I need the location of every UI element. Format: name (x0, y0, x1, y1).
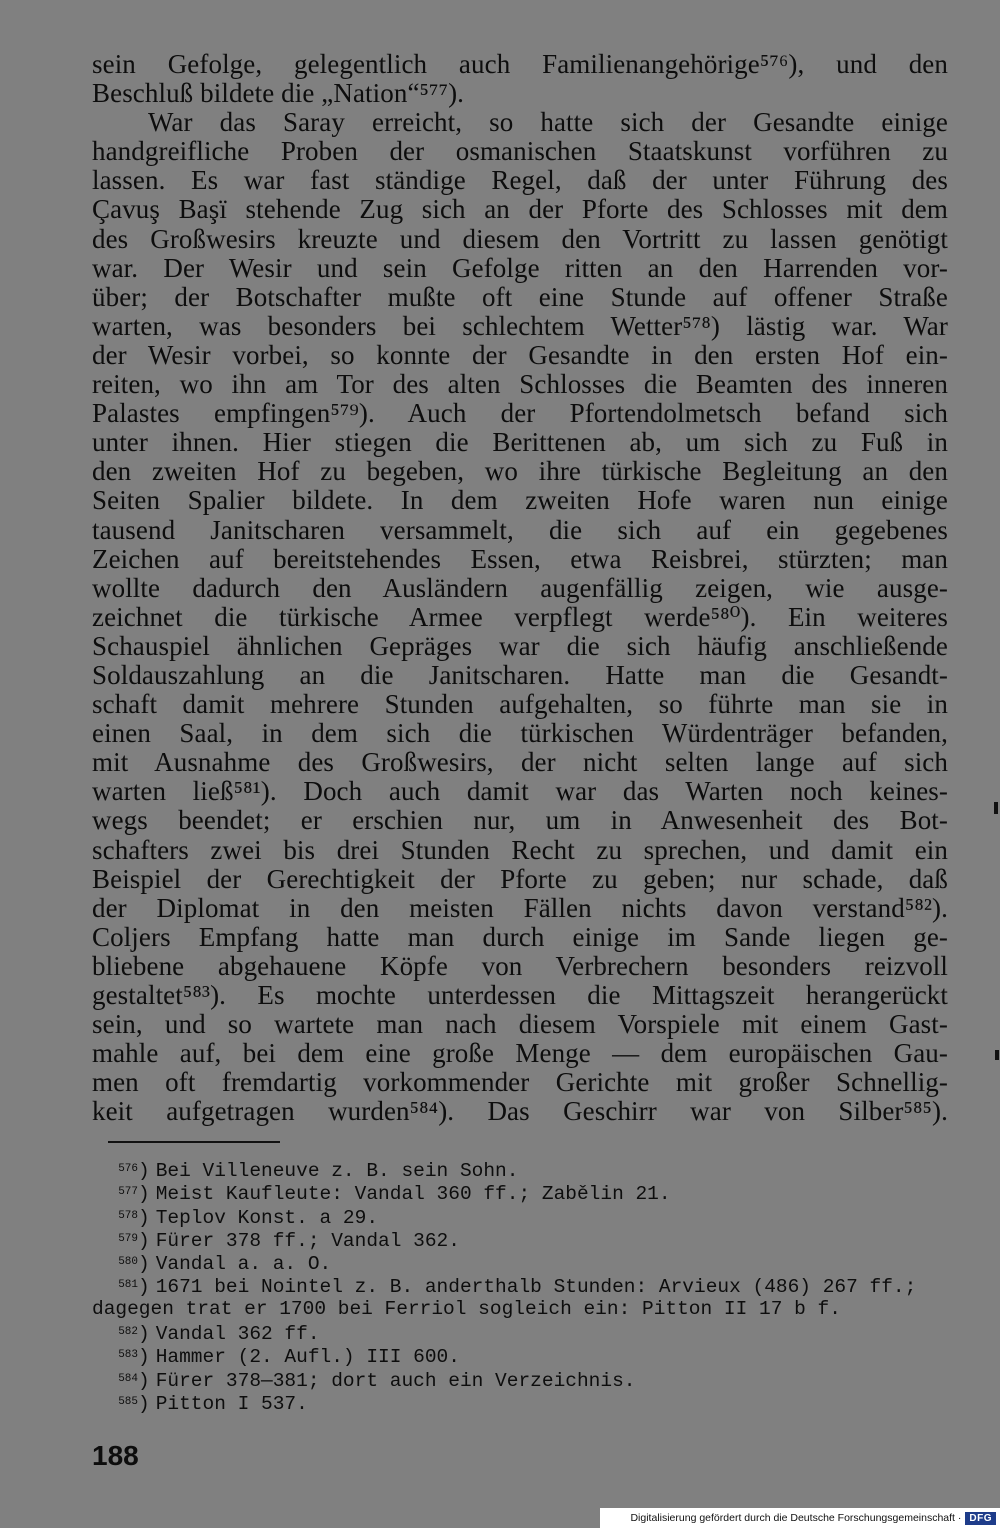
text-line: schafters zwei bis drei Stunden Recht zu sprechen, und damit ein (92, 834, 948, 865)
text-line: Çavuş Başï stehende Zug sich an der Pforte des Schlosses mit dem (92, 194, 948, 225)
main-text-block (92, 50, 948, 1126)
text-line: den zweiten Hof zu begeben, wo ihre türkische Begleitung an den (92, 456, 948, 487)
text-line: warten ließ⁵⁸¹). Doch auch damit war das Warten noch keines- (92, 776, 948, 807)
footnote-separator (108, 1141, 280, 1143)
text-line: bliebene abgehauene Köpfe von Verbrechern besonders reizvoll (92, 950, 948, 981)
text-line: sein, und so wartete man nach diesem Vorspiele mit einem Gast- (92, 1009, 948, 1040)
digitization-credit-bar (600, 1508, 1000, 1528)
text-line: mahle auf, bei dem eine große Menge — dem europäischen Gau- (92, 1038, 948, 1069)
text-line: men oft fremdartig vorkommender Gerichte mit großer Schnellig- (92, 1067, 948, 1098)
footnote-text: Meist Kaufleute: Vandal 360 ff.; Zabělin 21. (155, 1183, 671, 1206)
footnote-number: 583 (118, 1349, 138, 1362)
text-line: Seiten Spalier bildete. In dem zweiten Hofe waren nun einige (92, 485, 948, 516)
footnote-number: 582 (118, 1326, 138, 1339)
text-line: des Großwesirs kreuzte und diesem den Vortritt zu lassen genötigt (92, 223, 948, 254)
text-line: war. Der Wesir und sein Gefolge ritten an den Harrenden vor- (92, 252, 948, 283)
footnote-text: Pitton I 537. (155, 1392, 308, 1415)
footnote-text: dagegen trat er 1700 bei Ferriol sogleich ein: Pitton II 17 b f. (92, 1297, 841, 1320)
text-line: Schauspiel ähnlichen Gepräges war die sich häufig anschließende (92, 630, 948, 661)
footnote-number: 577 (118, 1186, 138, 1199)
footnote: 579) Fürer 378 ff.; Vandal 362. (92, 1228, 952, 1251)
text-line: Palastes empfingen⁵⁷⁹). Auch der Pfortendolmetsch befand sich (92, 398, 948, 429)
margin-mark (995, 1050, 999, 1060)
text-line: sein Gefolge, gelegentlich auch Familienangehörige⁵⁷⁶), und den (92, 49, 948, 79)
text-line: wollte dadurch den Ausländern augenfällig zeigen, wie ausge- (92, 572, 948, 603)
footnote-number: 579 (118, 1232, 138, 1245)
footnote-text: Fürer 378—381; dort auch ein Verzeichnis. (155, 1369, 636, 1392)
text-line: lassen. Es war fast ständige Regel, daß der unter Führung des (92, 165, 948, 196)
footnote-number: 580 (118, 1256, 138, 1269)
text-line: reiten, wo ihn am Tor des alten Schlosses die Beamten des inneren (92, 369, 948, 400)
footnote-number: 576 (118, 1163, 138, 1175)
footnote-text: Hammer (2. Aufl.) III 600. (155, 1346, 460, 1369)
dfg-logo: DFG (965, 1512, 996, 1525)
text-line: zeichnet die türkische Armee verpflegt werde⁵⁸⁰). Ein weiteres (92, 601, 948, 632)
text-line: der Wesir vorbei, so konnte der Gesandte in den ersten Hof ein- (92, 339, 948, 370)
text-line: einen Saal, in dem sich die türkischen Würdenträger befanden, (92, 718, 948, 749)
footnote-number: 584 (118, 1372, 138, 1385)
text-line: Beschluß bildete die „Nation“⁵⁷⁷). (92, 78, 465, 109)
text-line: mit Ausnahme des Großwesirs, der nicht selten lange auf sich (92, 747, 948, 778)
text-line: unter ihnen. Hier stiegen die Berittenen ab, um sich zu Fuß in (92, 427, 948, 458)
credit-text: Digitalisierung gefördert durch die Deutsche Forschungsgemeinschaft · (630, 1512, 962, 1524)
footnote-text: Vandal 362 ff. (155, 1323, 320, 1346)
text-line: War das Saray erreicht, so hatte sich der Gesandte einige (148, 107, 948, 138)
text-line: Zeichen auf bereitstehendes Essen, etwa Reisbrei, stürzten; man (92, 543, 948, 574)
footnote: 576) Bei Villeneuve z. B. sein Sohn. (92, 1158, 952, 1181)
footnotes (92, 1158, 952, 1414)
text-line: warten, was besonders bei schlechtem Wetter⁵⁷⁸) lästig war. War (92, 310, 948, 341)
footnote-text: Fürer 378 ff.; Vandal 362. (155, 1229, 460, 1252)
footnote-text: Teplov Konst. a 29. (155, 1206, 379, 1229)
text-line: Coljers Empfang hatte man durch einige im Sande liegen ge- (92, 921, 948, 952)
page-number: 188 (92, 1440, 139, 1471)
text-line: wegs beendet; er erschien nur, um in Anwesenheit des Bot- (92, 805, 948, 836)
text-line: über; der Botschafter mußte oft eine Stunde auf offener Straße (92, 281, 948, 312)
footnote: 578) Teplov Konst. a 29. (92, 1205, 952, 1228)
text-line: schaft damit mehrere Stunden aufgehalten, so führte man sie in (92, 689, 948, 720)
margin-mark (994, 802, 998, 814)
footnote-number: 585 (118, 1395, 138, 1408)
text-line: handgreifliche Proben der osmanischen Staatskunst vorführen zu (92, 136, 948, 167)
footnote-continuation (92, 1298, 952, 1321)
text-line: Soldauszahlung an die Janitscharen. Hatte man die Gesandt- (92, 659, 948, 690)
footnote: 580) Vandal a. a. O. (92, 1251, 952, 1274)
text-line: gestaltet⁵⁸³). Es mochte unterdessen die Mittagszeit herangerückt (92, 980, 948, 1010)
footnote-text: Bei Villeneuve z. B. sein Sohn. (155, 1160, 519, 1182)
footnote: 585) Pitton I 537. (92, 1391, 952, 1414)
footnote: 581) 1671 bei Nointel z. B. anderthalb Stunden: Arvieux (486) 267 ff.; (92, 1274, 952, 1297)
footnote: 582) Vandal 362 ff. (92, 1321, 952, 1344)
footnote-number: 578 (118, 1209, 138, 1222)
footnote-number: 581 (118, 1279, 138, 1292)
text-line: keit aufgetragen wurden⁵⁸⁴). Das Geschirr war von Silber⁵⁸⁵). (92, 1096, 948, 1127)
footnote-text: 1671 bei Nointel z. B. anderthalb Stunden: Arvieux (486) 267 ff.; (155, 1276, 917, 1299)
text-line: tausend Janitscharen versammelt, die sich auf ein gegebenes (92, 514, 948, 545)
text-line: Beispiel der Gerechtigkeit der Pforte zu geben; nur schade, daß (92, 863, 948, 894)
text-line: der Diplomat in den meisten Fällen nichts davon verstand⁵⁸²). (92, 892, 948, 923)
footnote: 584) Fürer 378—381; dort auch ein Verzeichnis. (92, 1368, 952, 1391)
footnote: 583) Hammer (2. Aufl.) III 600. (92, 1344, 952, 1367)
footnote: 577) Meist Kaufleute: Vandal 360 ff.; Zabělin 21. (92, 1181, 952, 1204)
footnote-text: Vandal a. a. O. (155, 1253, 332, 1276)
